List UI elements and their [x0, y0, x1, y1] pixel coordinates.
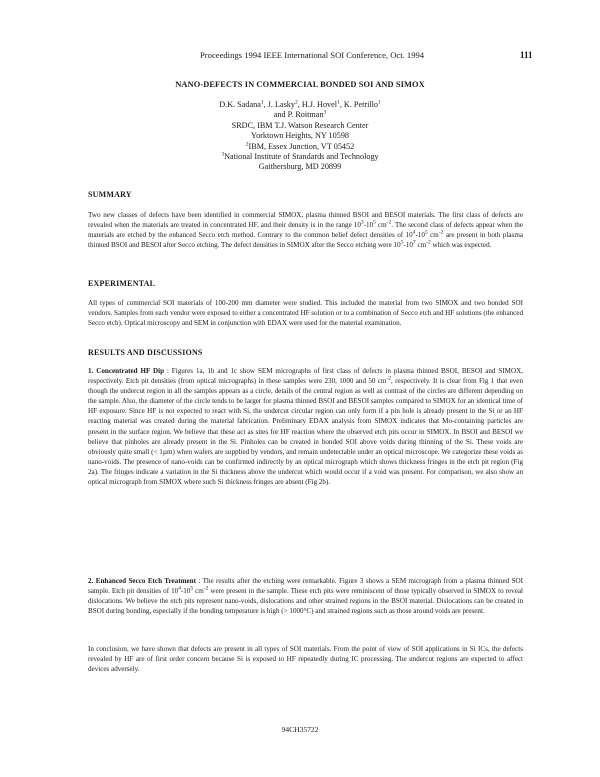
affiliation-mark: 1: [260, 99, 264, 106]
author-name: , J. Lasky: [263, 100, 295, 109]
affiliation-line: SRDC, IBM T.J. Watson Research Center: [231, 120, 369, 130]
author-affiliation-block: [180, 100, 420, 173]
author-name: D.K. Sadana: [219, 100, 261, 109]
author-line-2: [180, 110, 420, 120]
author-name: and P. Roitman: [273, 110, 324, 120]
results-paragraph-1: 1. Concentrated HF Dip : Figures 1a, 1b and 1c show SEM micrographs of first class of defects in plasma thinned BSOI, BESOI and SIMOX, respectively. Etch pit densities (from optical micrographs) in these samples were 230, 1000 and 50 $cm^{-2}$, respectively. It is clear from Fig 1 that even though the undercut region in all the samples appears as a circle, details of the central region as well as contrast of the circles are different depending on the sample. Also, the diameter of the circle tends to be larger for plasma thinned BSOI and BESOI samples compared to SIMOX for an identical time of HF exposure. Since HF is not expected to react with Si, the undercut circular region can only form if a pin hole is already present in the Si or an HF reacting material was created during the material fabrication. Preliminary EDAX analysis from SIMOX indicates that Mo-containing particles are present in the surface region. We believe that these act as sites for HF reaction where the observed etch pits occur in SIMOX. In BSOI and BESOI we believe that pinholes are already present in the Si. Pinholes can be created in bonded SOI above voids during thinning of the Si. These voids are obviously quite small (< 1µm) when wafers are supplied by vendors, and remain undetectable under an optical microscope. We categorize these voids as nano-voids. The presence of nano-voids can be confirmed indirectly by an optical micrograph which shows thickness fringes in the etch pit region (Fig 2a). The fringes indicate a variation in the Si thickness above the undercut which would occur if a void was present. For comparison, we also show an optical micrograph from SIMOX where such Si thickness fringes are absent (Fig 2b).: [88, 367, 523, 487]
results-heading: RESULTS AND DISCUSSIONS: [88, 348, 203, 357]
running-header: Proceedings 1994 IEEE International SOI Conference, Oct. 1994: [200, 50, 425, 60]
affiliation-line: $^3$National Institute of Standards and Technology: [221, 151, 379, 162]
affiliation-line: Gaithersburg, MD 20899: [258, 162, 342, 172]
results-paragraph-2: 2. Enhanced Secco Etch Treatment : The results after the etching were remarkable. Figure 3 shows a SEM micrograph from a plasma thinned SOI sample. Etch pit densities of $10^4-10^5$ $cm^{-2}$ were present in the sample. These etch pits were reminiscent of those typically observed in SIMOX to reveal dislocations. We believe the etch pits represent nano-voids, dislocations and other strained regions in the BSOI material. Dislocations can be created in BSOI during bonding, especially if the bonding temperature is high (> 1000°C) and strained regions such as those around voids are present.: [88, 577, 524, 616]
affiliation-line: Yorktown Heights, NY 10598: [250, 131, 350, 141]
page-number: 111: [520, 50, 533, 60]
author-name: , H.J. Hovel: [297, 100, 338, 109]
results-paragraph-3: In conclusion, we have shown that defects are present in all types of SOI materials. From the point of view of SOI applications in Si ICs, the defects revealed by HF are of first order concern because Si is exposed to HF repeatedly during IC processing. The undercut regions are expected to affect devices adversely.: [88, 645, 523, 674]
experimental-paragraph: All types of commercial SOI materials of 100-200 mm diameter were studied. This included the material from two SIMOX and two bonded SOI vendors. Samples from each vendor were exposed to either a concentrated HF solution or to a combination of Secco etch and HF solutions (the enhanced Secco etch). Optical microscopy and SEM in conjunction with EDAX were used for the material examination.: [88, 299, 523, 328]
affiliation-mark: 2: [245, 140, 249, 147]
affiliation-mark: 3: [221, 151, 225, 158]
summary-paragraph: Two new classes of defects have been identified in commercial SIMOX, plasma thinned BSOI and BESOI materials. The first class of defects are revealed when the materials are treated in concentrated HF, and their density is in the range $10^3-10^5$ $cm^{-2}$. The second class of defects appear when the materials are etched by the enhanced Secco etch method. Contrary to the common belief defect densities of $10^4-10^5$ $cm^{-2}$ are present in both plasma thinned BSOI and BESOI after Secco etching. The defect densities in SIMOX after the Secco etching were $10^5-10^7$ $cm^{-2}$ which was expected.: [88, 211, 524, 250]
author-line-1: [180, 100, 420, 110]
paper-title: NANO-DEFECTS IN COMMERCIAL BONDED SOI AND SIMOX: [175, 80, 425, 89]
affiliation-mark: 2: [294, 99, 298, 106]
affiliation-mark: 3: [323, 109, 327, 116]
experimental-heading: EXPERIMENTAL: [88, 279, 156, 288]
summary-heading: SUMMARY: [88, 190, 132, 199]
affiliation-mark: 1: [378, 99, 381, 106]
author-name: , K. Petrillo: [339, 100, 379, 109]
affiliation-mark: 1: [337, 99, 340, 106]
affiliation-line: $^2$IBM, Essex Junction, VT 05452: [245, 140, 355, 151]
footer-code: 94CH35722: [281, 725, 319, 734]
